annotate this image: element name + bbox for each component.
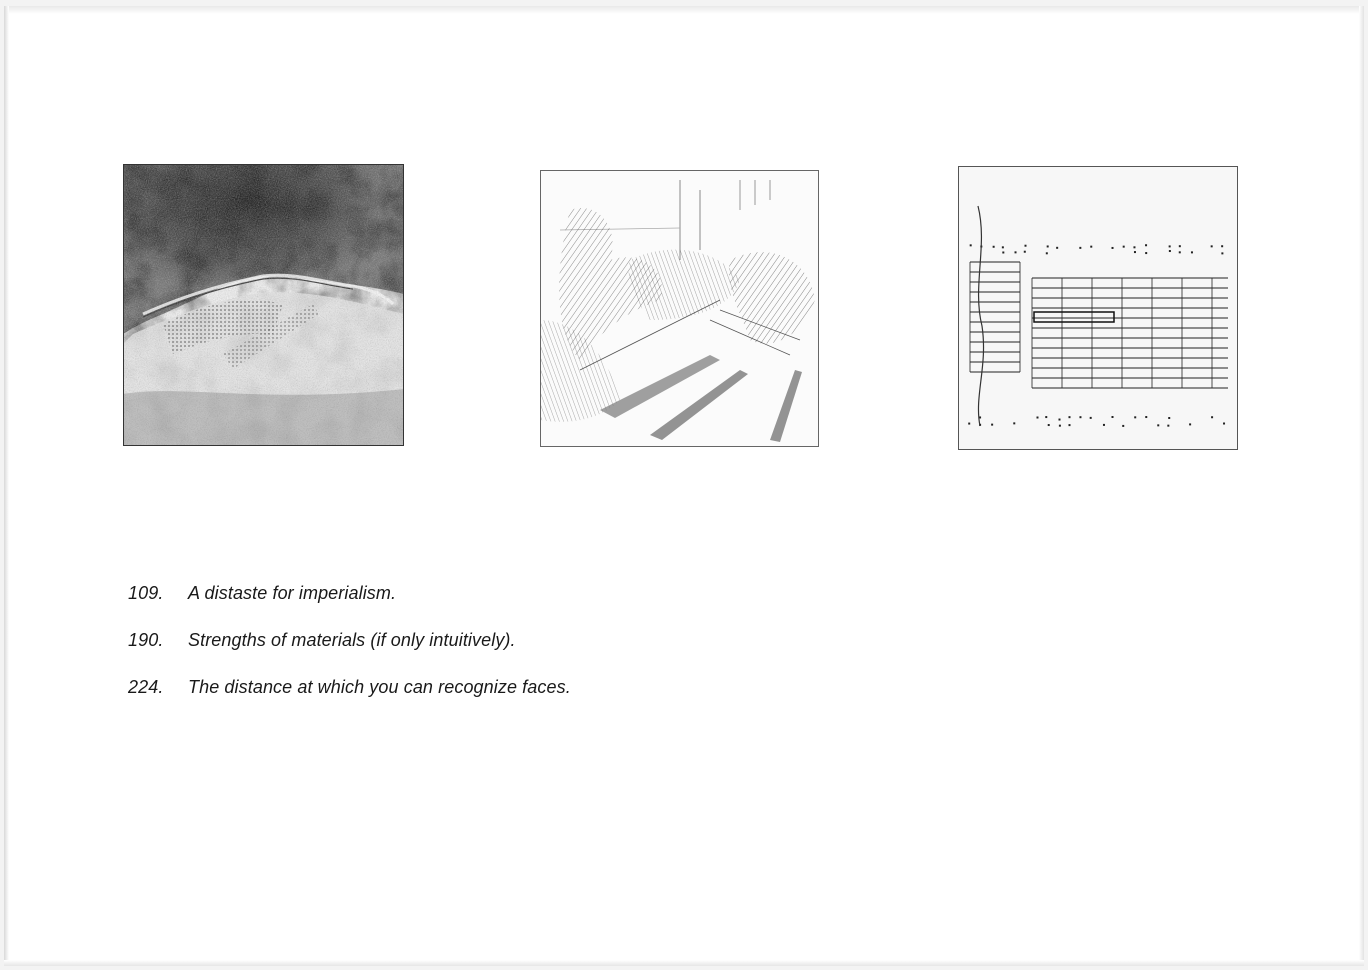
etching-plate-grid bbox=[958, 166, 1238, 450]
deckle-edge-bottom bbox=[4, 960, 1364, 966]
caption-text: Strengths of materials (if only intuitively). bbox=[188, 630, 516, 650]
caption-number: 190. bbox=[128, 630, 164, 650]
deckle-edge-left bbox=[4, 6, 9, 966]
caption-item bbox=[128, 583, 571, 630]
etching-plate-landscape bbox=[123, 164, 404, 446]
deckle-edge-right bbox=[1359, 6, 1364, 966]
caption-text: A distaste for imperialism. bbox=[188, 583, 397, 603]
etching-plate-terraces bbox=[540, 170, 819, 447]
deckle-edge-top bbox=[4, 6, 1364, 14]
caption-item bbox=[128, 677, 571, 724]
caption-item bbox=[128, 630, 571, 677]
caption-number: 224. bbox=[128, 677, 164, 697]
paper-sheet bbox=[4, 6, 1364, 966]
caption-number: 109. bbox=[128, 583, 164, 603]
caption-text: The distance at which you can recognize faces. bbox=[188, 677, 571, 697]
caption-list bbox=[128, 583, 571, 724]
